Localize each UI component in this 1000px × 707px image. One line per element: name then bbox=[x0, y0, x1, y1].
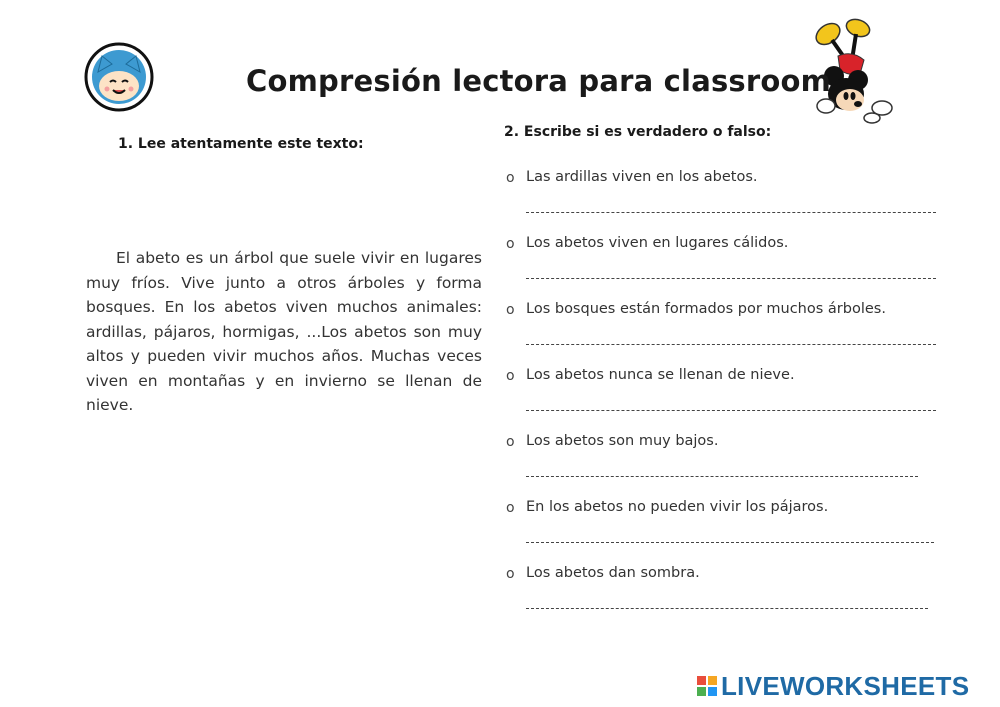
answer-field[interactable] bbox=[526, 268, 936, 279]
logo-squares-icon bbox=[697, 676, 717, 696]
bullet-icon: o bbox=[506, 500, 515, 516]
logo-square bbox=[697, 676, 706, 685]
answer-field[interactable] bbox=[526, 400, 936, 411]
logo-square bbox=[697, 687, 706, 696]
cartoon-face-icon bbox=[84, 42, 154, 112]
liveworksheets-logo[interactable] bbox=[697, 672, 969, 700]
reading-text: El abeto es un árbol que suele vivir en lugares muy fríos. Vive junto a otros árboles y forma bosques. En los abetos viven muchos animales: ardillas, pájaros, hormigas, ...Los abetos son muy altos y pueden vivir muchos años. Muchas veces viven en montañas y en invierno se llenan de nieve. bbox=[86, 249, 482, 414]
question-statement: Los abetos viven en lugares cálidos. bbox=[526, 235, 789, 251]
answer-field[interactable] bbox=[526, 532, 934, 543]
answer-field[interactable] bbox=[526, 334, 936, 345]
question-statement: En los abetos no pueden vivir los pájaros. bbox=[526, 499, 829, 515]
section-1-heading: 1. Lee atentamente este texto: bbox=[118, 136, 364, 152]
bullet-icon: o bbox=[506, 434, 515, 450]
bullet-icon: o bbox=[506, 170, 515, 186]
bullet-icon: o bbox=[506, 236, 515, 252]
page-title: Compresión lectora para classroom bbox=[246, 64, 832, 98]
logo-square bbox=[708, 676, 717, 685]
bullet-icon: o bbox=[506, 566, 515, 582]
answer-field[interactable] bbox=[526, 466, 918, 477]
logo-text: LIVEWORKSHEETS bbox=[721, 670, 970, 701]
question-statement: Las ardillas viven en los abetos. bbox=[526, 169, 758, 185]
bullet-icon: o bbox=[506, 368, 515, 384]
answer-field[interactable] bbox=[526, 598, 928, 609]
question-statement: Los abetos nunca se llenan de nieve. bbox=[526, 367, 795, 383]
logo-square bbox=[708, 687, 717, 696]
question-statement: Los abetos dan sombra. bbox=[526, 565, 700, 581]
question-statement: Los abetos son muy bajos. bbox=[526, 433, 719, 449]
section-2-heading: 2. Escribe si es verdadero o falso: bbox=[504, 124, 772, 140]
answer-field[interactable] bbox=[526, 202, 936, 213]
bullet-icon: o bbox=[506, 302, 515, 318]
question-statement: Los bosques están formados por muchos árboles. bbox=[526, 301, 886, 317]
